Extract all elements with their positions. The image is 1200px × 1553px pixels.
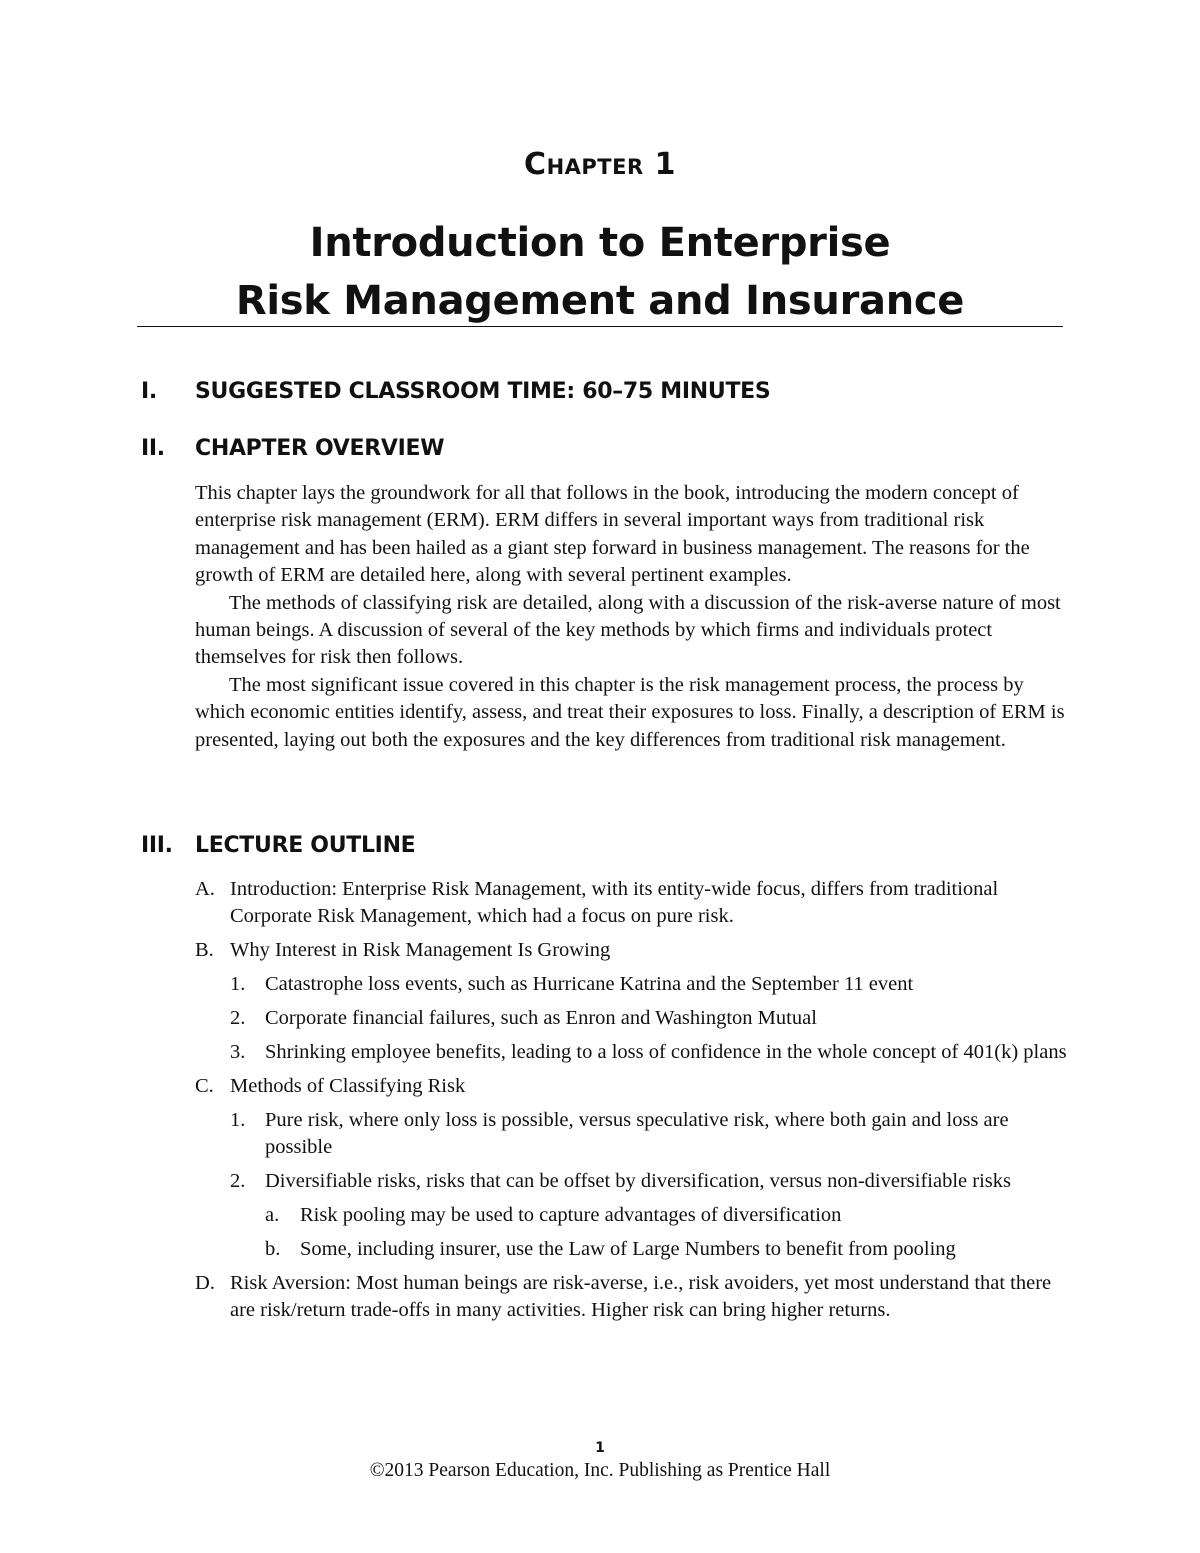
section-number: II.: [141, 436, 165, 461]
section-title: CHAPTER OVERVIEW: [195, 436, 445, 461]
outline-text: Why Interest in Risk Management Is Growing: [230, 939, 611, 961]
page-number: 1: [595, 1440, 605, 1456]
outline-marker: 3.: [230, 1041, 246, 1063]
outline-item-b-3: [230, 1039, 1075, 1066]
outline-sublist-c-2: [265, 1202, 1075, 1263]
outline-marker: B.: [195, 939, 214, 961]
title-divider: [137, 326, 1063, 327]
overview-paragraph: The most significant issue covered in this chapter is the risk management process, the process by which economic entities identify, assess, and treat their exposures to loss. Finally, a description of ERM is presented, laying out both the exposures and the key differences from traditional risk management.: [195, 673, 1065, 751]
outline-marker: C.: [195, 1075, 214, 1097]
outline-marker: 1.: [230, 1109, 246, 1131]
chapter-label: Chapter 1: [524, 147, 676, 182]
outline-text: Diversifiable risks, risks that can be offset by diversification, versus non-diversifiable risks: [265, 1170, 1011, 1192]
outline-item-c-2-b: [265, 1236, 1075, 1263]
section-number: III.: [141, 833, 173, 858]
outline-text: Catastrophe loss events, such as Hurricane Katrina and the September 11 event: [265, 973, 914, 995]
outline-item-b-1: [230, 971, 1075, 998]
outline-text: Methods of Classifying Risk: [230, 1075, 466, 1097]
outline-marker: b.: [265, 1238, 281, 1260]
outline-marker: a.: [265, 1204, 280, 1226]
outline-item-c: [195, 1073, 1075, 1100]
outline-marker: D.: [195, 1272, 215, 1294]
outline-item-c-2-a: [265, 1202, 1075, 1229]
outline-text: Some, including insurer, use the Law of Large Numbers to benefit from pooling: [300, 1238, 956, 1260]
section-number: I.: [141, 379, 157, 404]
outline-text: Introduction: Enterprise Risk Management, with its entity-wide focus, differs from traditional Corporate Risk Management, which had a focus on pure risk.: [230, 878, 999, 927]
outline-marker: 2.: [230, 1170, 246, 1192]
outline-item-d: [195, 1270, 1075, 1324]
outline-item-b: [195, 937, 1075, 964]
outline-text: Pure risk, where only loss is possible, versus speculative risk, where both gain and loss are possible: [265, 1109, 1009, 1158]
chapter-overview-text: [195, 480, 1065, 754]
copyright-notice: ©2013 Pearson Education, Inc. Publishing as Prentice Hall: [369, 1460, 831, 1481]
chapter-title: [0, 214, 1200, 330]
chapter-title-line-2: Risk Management and Insurance: [235, 278, 965, 324]
outline-sublist-b: [230, 971, 1075, 1066]
outline-item-c-1: [230, 1107, 1075, 1161]
overview-paragraph: This chapter lays the groundwork for all that follows in the book, introducing the modern concept of enterprise risk management (ERM). ERM differs in several important ways from traditional risk management and has been hailed as a giant step forward in business management. The reasons for the growth of ERM are detailed here, along with several pertinent examples.: [195, 482, 1030, 587]
chapter-title-line-1: Introduction to Enterprise: [309, 220, 891, 266]
section-title: LECTURE OUTLINE: [195, 833, 416, 858]
outline-text: Risk pooling may be used to capture advantages of diversification: [300, 1204, 842, 1226]
outline-sublist-c: [230, 1107, 1075, 1263]
outline-marker: 1.: [230, 973, 246, 995]
outline-text: Corporate financial failures, such as Enron and Washington Mutual: [265, 1007, 817, 1029]
section-title: SUGGESTED CLASSROOM TIME: 60–75 MINUTES: [195, 379, 771, 404]
outline-text: Risk Aversion: Most human beings are risk-averse, i.e., risk avoiders, yet most understand that there are risk/return trade-offs in many activities. Higher risk can bring higher returns.: [230, 1272, 1052, 1321]
lecture-outline: [195, 876, 1075, 1331]
outline-item-a: [195, 876, 1075, 930]
outline-marker: A.: [195, 878, 215, 900]
outline-item-c-2: [230, 1168, 1075, 1195]
outline-marker: 2.: [230, 1007, 246, 1029]
outline-text: Shrinking employee benefits, leading to a loss of confidence in the whole concept of 401(k) plans: [265, 1041, 1067, 1063]
overview-paragraph: The methods of classifying risk are detailed, along with a discussion of the risk-averse nature of most human beings. A discussion of several of the key methods by which firms and individuals protect themselves for risk then follows.: [195, 591, 1061, 669]
outline-item-b-2: [230, 1005, 1075, 1032]
